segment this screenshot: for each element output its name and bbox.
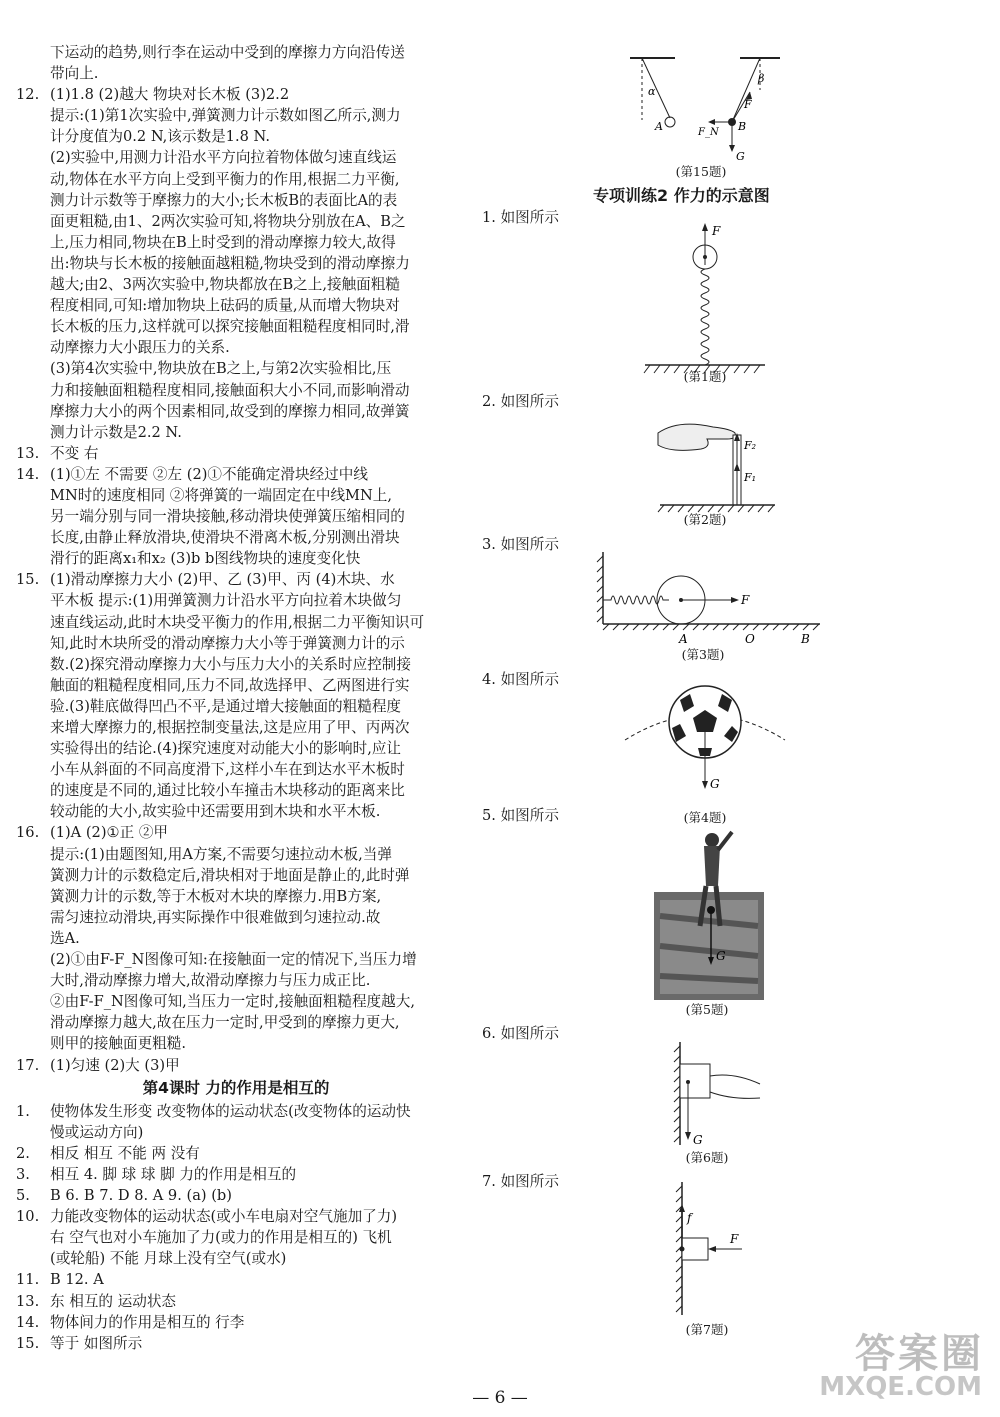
answer-line <box>12 84 460 105</box>
answer-line: 簧测力计的示数,等于木板对木块的摩擦力.用B方案, <box>50 887 382 905</box>
answer-line: 触面的粗糙程度相同,压力不同,故选择甲、乙两图进行实 <box>50 676 410 694</box>
answer-line: 则甲的接触面更粗糙. <box>50 1035 186 1053</box>
answer-line: 上,压力相同,物块在B上时受到的滑动摩擦力较大,故得 <box>50 233 396 251</box>
svg-text:β: β <box>758 72 765 85</box>
answer-line: 动,物体在水平方向上受到平衡力的作用,根据二力平衡, <box>50 170 400 188</box>
figure-3 <box>595 550 825 650</box>
svg-text:G: G <box>710 777 720 791</box>
answer-line: 出:物块与长木板的接触面越粗糙,物块受到的滑动摩擦力 <box>50 254 410 272</box>
svg-text:A: A <box>679 632 688 646</box>
lesson-title: 第4课时 力的作用是相互的 <box>142 1078 330 1097</box>
answer-line: 大时,滑动摩擦力增大,故滑动摩擦力与压力成正比. <box>50 972 371 990</box>
figure-4 <box>620 680 790 800</box>
answer-line: 越大;由2、3两次实验中,物块都放在B之上,接触面粗糙 <box>50 276 400 294</box>
svg-text:A: A <box>655 120 663 133</box>
answer-line <box>12 1143 460 1164</box>
answer-text: 东 相互的 运动状态 <box>50 1292 177 1310</box>
answer-line: 带向上. <box>50 65 99 83</box>
svg-text:F: F <box>741 593 750 607</box>
answer-line: 数.(2)探究滑动摩擦力大小与压力大小的关系时应控制接 <box>50 655 411 673</box>
svg-text:F: F <box>712 224 721 238</box>
answer-line: 速直线运动,此时木块受平衡力的作用,根据二力平衡知识可 <box>50 613 425 631</box>
answer-line: 另一端分别与同一滑块接触,移动滑块使弹簧压缩相同的 <box>50 508 405 526</box>
answer-text: 相反 相互 不能 两 没有 <box>50 1144 200 1162</box>
svg-text:G: G <box>716 949 726 963</box>
item-5-label: 5. 如图所示 <box>482 807 559 824</box>
answer-text: 相互 4. 脚 球 球 脚 力的作用是相互的 <box>50 1165 297 1183</box>
answer-line: (2)①由F-F_N图像可知:在接触面一定的情况下,当压力增 <box>50 951 417 969</box>
svg-text:B: B <box>801 632 810 646</box>
watermark-url: MXQE.COM <box>819 1372 982 1402</box>
item-4-label: 4. 如图所示 <box>482 671 559 688</box>
answer-line <box>12 1291 460 1312</box>
svg-text:F_N: F_N <box>698 127 719 138</box>
answer-line: 知,此时木块所受的滑动摩擦力大小等于弹簧测力计的示 <box>50 634 405 652</box>
answer-text: 等于 如图所示 <box>50 1334 143 1352</box>
svg-text:F: F <box>730 1232 739 1246</box>
answer-text: B 12. A <box>50 1271 104 1289</box>
answer-line: 验.(3)鞋底做得凹凸不平,是通过增大接触面的粗糙程度 <box>50 697 402 715</box>
answer-line: (或轮船) 不能 月球上没有空气(或水) <box>50 1250 287 1268</box>
item-2-label: 2. 如图所示 <box>482 393 559 410</box>
answer-number: 17. <box>16 1056 40 1074</box>
svg-text:B: B <box>738 120 747 133</box>
answer-text: B 6. B 7. D 8. A 9. (a) (b) <box>50 1187 232 1205</box>
answer-line: 滑行的距离x₁和x₂ (3)b b图线物块的速度变化快 <box>50 550 361 568</box>
item-1-label: 1. 如图所示 <box>482 209 559 226</box>
answer-line <box>12 1101 460 1122</box>
answer-line: 提示:(1)由题图知,用A方案,不需要匀速拉动木板,当弹 <box>50 845 392 863</box>
answer-text: (1)A (2)①正 ②甲 <box>50 824 169 842</box>
answer-line <box>12 569 460 590</box>
answer-line: 计分度值为0.2 N,该示数是1.8 N. <box>50 128 270 146</box>
answer-line: 摩擦力大小的两个因素相同,故受到的摩擦力相同,故弹簧 <box>50 402 410 420</box>
answer-number: 2. <box>16 1144 30 1162</box>
item-3-label: 3. 如图所示 <box>482 536 559 553</box>
svg-text:F₂: F₂ <box>744 439 757 452</box>
answer-number: 15. <box>16 1334 40 1352</box>
answer-text: 使物体发生形变 改变物体的运动状态(改变物体的运动快 <box>50 1102 411 1120</box>
answer-line: 实验得出的结论.(4)探究速度对动能大小的影响时,应让 <box>50 740 402 758</box>
answer-line <box>12 1333 460 1354</box>
answer-line: 右 空气也对小车施加了力(或力的作用是相互的) 飞机 <box>50 1229 392 1247</box>
answer-text: (1)匀速 (2)大 (3)甲 <box>50 1056 180 1074</box>
answer-line <box>12 1206 460 1227</box>
answer-line: 簧测力计的示数稳定后,滑块相对于地面是静止的,此时弹 <box>50 866 410 884</box>
answer-text: (1)滑动摩擦力大小 (2)甲、乙 (3)甲、丙 (4)木块、水 <box>50 571 395 589</box>
answer-line: 程度相同,可知:增加物块上砝码的质量,从而增大物块对 <box>50 297 400 315</box>
answer-line: 较动能的大小,故实验中还需要用到木块和水平木板. <box>50 803 381 821</box>
answer-line: (3)第4次实验中,物块放在B之上,与第2次实验相比,压 <box>50 360 392 378</box>
answer-number: 14. <box>16 1313 40 1331</box>
answer-text: (1)1.8 (2)越大 物块对长木板 (3)2.2 <box>50 86 290 104</box>
figure-15-caption: (第15题) <box>675 164 727 179</box>
answer-text: 力能改变物体的运动状态(或小车电扇对空气施加了力) <box>50 1208 398 1226</box>
answer-number: 14. <box>16 465 40 483</box>
answer-line: 面更粗糙,由1、2两次实验可知,将物块分别放在A、B之 <box>50 212 406 230</box>
answer-line: 提示:(1)第1次实验中,弹簧测力计示数如图乙所示,测力 <box>50 107 401 125</box>
figure-1 <box>640 215 770 375</box>
svg-text:G: G <box>736 150 745 163</box>
answer-line: 长度,由静止释放滑块,使滑块不滑离木板,分别测出滑块 <box>50 529 400 547</box>
figure-4-caption: (第4题) <box>683 810 727 825</box>
item-7-label: 7. 如图所示 <box>482 1173 559 1190</box>
answer-line: 慢或运动方向) <box>50 1123 144 1141</box>
answer-line: ②由F-F_N图像可知,当压力一定时,接触面粗糙程度越大, <box>50 993 415 1011</box>
svg-text:O: O <box>745 632 755 646</box>
figure-5-caption: (第5题) <box>685 1002 729 1017</box>
answer-line <box>12 1312 460 1333</box>
answer-line: MN时的速度相同 ②将弹簧的一端固定在中线MN上, <box>50 486 392 504</box>
answer-number: 16. <box>16 824 40 842</box>
answer-line: 测力计示数等于摩擦力的大小;长木板B的表面比A的表 <box>50 191 398 209</box>
answer-line <box>12 1164 460 1185</box>
answer-line <box>12 443 460 464</box>
answer-number: 13. <box>16 444 40 462</box>
page-number: — 6 — <box>472 1388 528 1408</box>
svg-text:F₁: F₁ <box>744 471 757 484</box>
svg-text:G: G <box>693 1133 703 1147</box>
section-title: 专项训练2 作力的示意图 <box>593 186 770 205</box>
answer-line <box>12 464 460 485</box>
answer-number: 12. <box>16 86 40 104</box>
figure-6 <box>660 1040 770 1150</box>
figure-5 <box>654 826 764 1001</box>
answer-line: 选A. <box>50 929 80 947</box>
figure-2-caption: (第2题) <box>683 512 727 527</box>
answer-line <box>12 1055 460 1076</box>
figure-7 <box>662 1180 772 1320</box>
svg-text:α: α <box>648 85 656 98</box>
answer-text-column <box>12 42 460 1354</box>
answer-text: 物体间力的作用是相互的 行李 <box>50 1313 245 1331</box>
answer-line: 需匀速拉动滑块,再实际操作中很难做到匀速拉动.故 <box>50 908 381 926</box>
watermark-logo: 答案圈 <box>855 1331 984 1377</box>
answer-number: 5. <box>16 1187 30 1205</box>
answer-text: 不变 右 <box>50 444 99 462</box>
answer-number: 11. <box>16 1271 40 1289</box>
answer-number: 10. <box>16 1208 40 1226</box>
answer-line <box>12 822 460 843</box>
answer-line: 下运动的趋势,则行李在运动中受到的摩擦力方向沿传送 <box>50 44 405 61</box>
svg-text:f: f <box>687 1211 692 1225</box>
answer-line: 平木板 提示:(1)用弹簧测力计沿水平方向拉着木块做匀 <box>50 592 402 610</box>
answer-line: 滑动摩擦力越大,故在压力一定时,甲受到的摩擦力更大, <box>50 1014 400 1032</box>
figure-1-caption: (第1题) <box>683 369 727 384</box>
answer-line: 来增大摩擦力的,根据控制变量法,这是应用了甲、丙两次 <box>50 719 410 736</box>
figure-3-caption: (第3题) <box>681 647 725 662</box>
answer-text: (1)①左 不需要 ②左 (2)①不能确定滑块经过中线 <box>50 465 368 483</box>
answer-line <box>12 1185 460 1206</box>
answer-line: 的速度是不同的,通过比较小车撞击木块移动的距离来比 <box>50 782 405 800</box>
answer-number: 3. <box>16 1165 30 1183</box>
answer-number: 1. <box>16 1102 30 1120</box>
answer-line: (2)实验中,用测力计沿水平方向拉着物体做匀速直线运 <box>50 149 397 167</box>
answer-line: 动摩擦力大小跟压力的关系. <box>50 339 230 357</box>
figure-2 <box>650 405 780 515</box>
answer-line: 小车从斜面的不同高度滑下,这样小车在到达水平木板时 <box>50 761 405 779</box>
svg-text:F: F <box>744 98 752 111</box>
figure-15 <box>620 50 780 170</box>
figure-7-caption: (第7题) <box>685 1322 729 1337</box>
answer-number: 13. <box>16 1292 40 1310</box>
answer-line: 测力计示数是2.2 N. <box>50 423 182 441</box>
item-6-label: 6. 如图所示 <box>482 1025 559 1042</box>
answer-line: 长木板的压力,这样就可以探究接触面粗糙程度相同时,滑 <box>50 318 410 336</box>
answer-number: 15. <box>16 571 40 589</box>
answer-line: 力和接触面粗糙程度相同,接触面积大小不同,而影响滑动 <box>50 381 410 399</box>
figure-6-caption: (第6题) <box>685 1150 729 1165</box>
answer-line <box>12 1269 460 1290</box>
